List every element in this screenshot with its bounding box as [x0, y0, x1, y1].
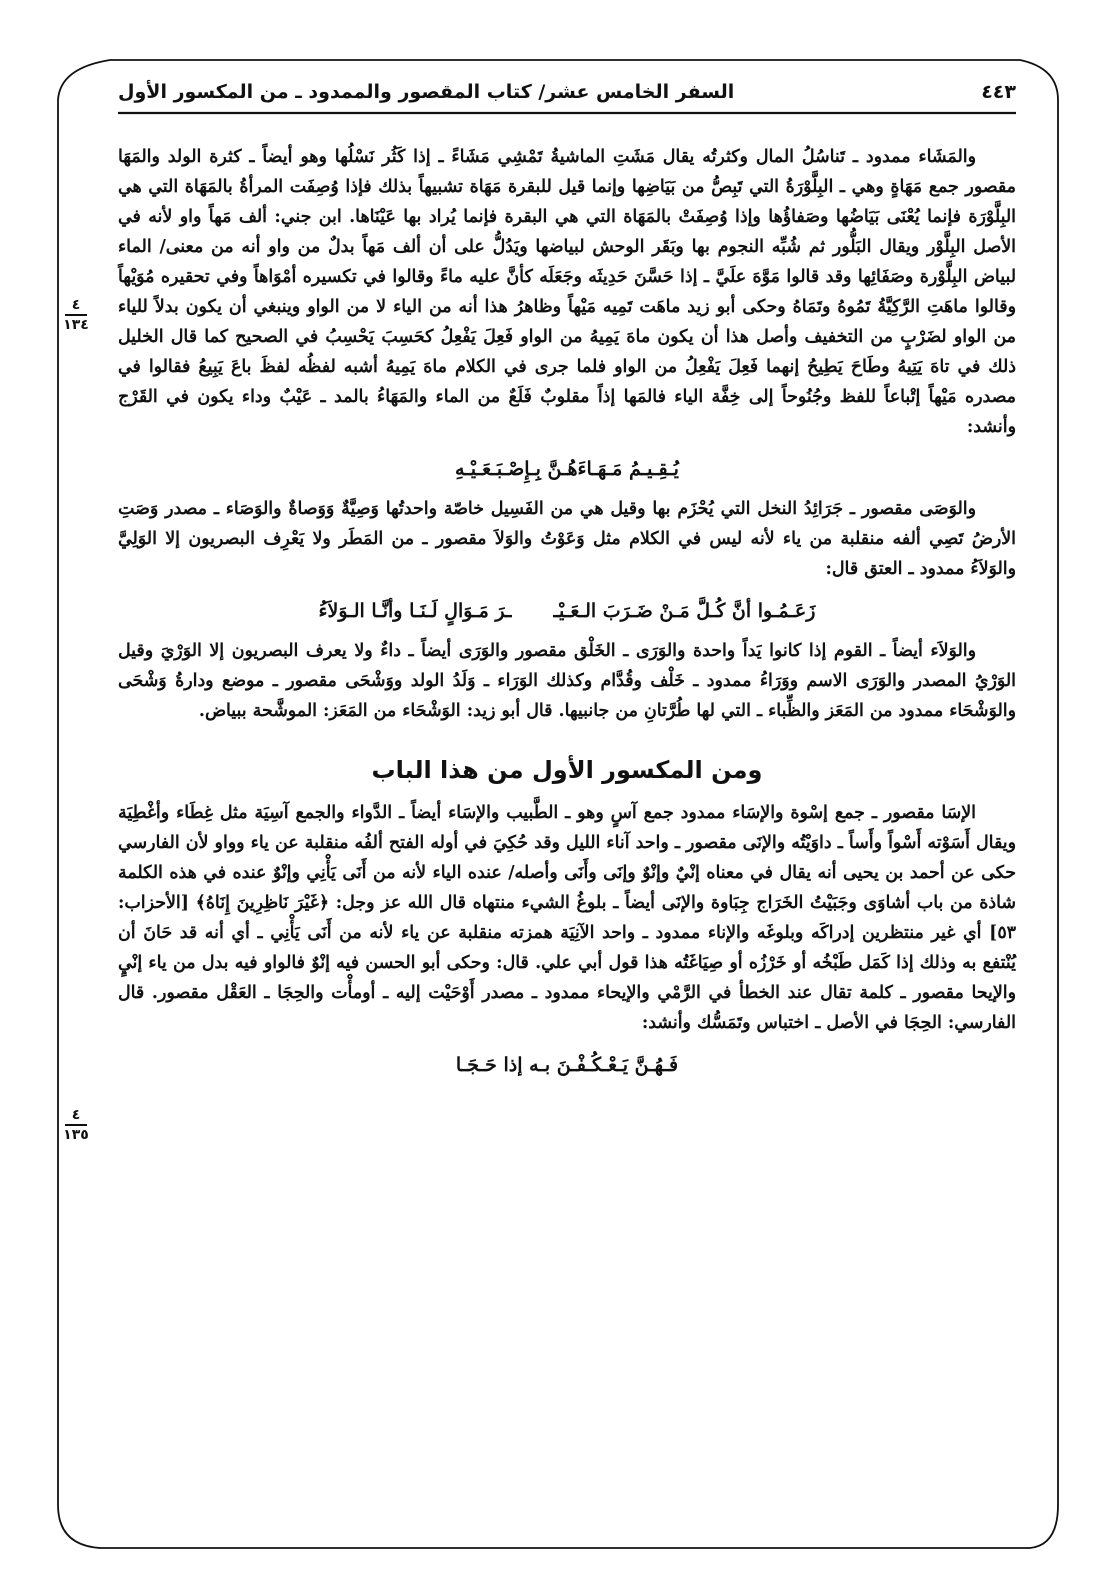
page-number: ٤٤٣	[981, 81, 1016, 103]
paragraph: والوَلاَء أيضاً ـ القوم إذا كانوا يَداً واحدة والوَرَى ـ الخَلْق مقصور والوَرَى أيضاً ـ داءٌ ولا يعرف البصريون إلا الوَرْيَ وقيل الوَرْيُ المصدر والوَرَى الاسم ووَرَاءُ ممدود ـ خَلْف وقُدَّام وكذلك الوَرَاء ـ وَلَدُ الولد ووَشْحَى مقصور ـ موضع ودارةُ وَشْحَى والوَشْحَاء ممدود من المَعَز والظِّباء ـ التي لها طُرَّتانِ من جانبيها. قال أبو زيد: الوَشْحَاء من المَعَز: الموشَّحة ببياض.	[118, 641, 1016, 721]
paragraph: والمَشَاء ممدود ـ تَناسُلُ المال وكثرتُه يقال مَشَتِ الماشيةُ تَمْشِي مَشَاءً ـ إذا كَثُر نَسْلُها وهو أيضاً ـ كثرة الولد والمَهَا مقصور جمع مَهَاةٍ وهي ـ البِلَّوْرَةُ التي تَبِصُّ من بَيَاضِها وإنما قيل للبقرة مَهَاة تشبيهاً بذلك فإذا وُصِفَت المرأةُ بالمَهَاة التي هي البِلَّوْرَة فإنما يُعْنَى بَيَاضُها وصَفاؤُها وإذا وُصِفَتْ بالمَهَاة التي هي البقرة فإنما يُراد بها عَيْنَاها. ابن جني: ألف مَهاً واو لأنه في الأصل البِلَّوْر ويقال البَلُّور ثم شُبِّه النجوم بها وبَقَر الوحش لبياضها ويَدُلُّ على أن ألف مَهاً بدلٌ من واو أنه من معنى/ الماء لبياض البِلَّوْرة وصَفَائِها وقد قالوا مَوَّهَ علَيَّ ـ إذا حَسَّنَ حَدِيثَه وجَعَلَه كأنَّ عليه ماءً وقالوا في تكسيره أمْوَاهاً وفي تحقيره مُوَيْهاً وقالوا ماهَتِ الرَّكِيَّةُ تَمُوهُ وتَمَاهُ وحكى أبو زيد ماهَت تَمِيه مَيْهاً وظاهرُ هذا أنه من الياء لا من الواو وينبغي أن يكون بدلاً للياء من الواو لضَرْبٍ من التخفيف وأصل هذا أن يكون ماهَ يَمِيهُ من الواو فَعِلَ يَفْعِلُ كحَسِبَ يَحْسِبُ في الصحيح كما قال الخليل ذلك في تاهَ يَتِيهُ وطَاحَ يَطِيحُ إنهما فَعِلَ يَفْعِلُ من الواو فلما جرى في الكلام ماهَ يَمِيهُ أشبه لفظُه لفظَ باعَ يَبِيعُ فقالوا في مصدره مَيْهاً إتْباعاً للفظ وجُنُوحاً إلى خِفَّة الياء فالمَها إذاً مقلوبٌ فَلَعٌ من الماء والمَهَاءُ بالمد ـ عَيْبٌ وداء يكون في القَرْج وأنشد:	[118, 147, 1016, 437]
margin-ref-divider	[65, 1124, 87, 1126]
paragraph: الإسَا مقصور ـ جمع إسْوة والإسَاء ممدود جمع آسٍ وهو ـ الطَّبيب والإسَاء أيضاً ـ الدَّواء والجمع آسِيَة مثل غِطَاء وأغْطِيَة ويقال أَسَوْته أَسْواً وأَساً ـ داوَيْتُه والإنَى مقصور ـ واحد آناء الليل وقد حُكِيَ في أوله الفتح ألفُه منقلبة عن ياء وواو لأن الفارسي حكى عن أحمد بن يحيى أنه يقال في معناه إنْيٌ وإنْوٌ وإنَى وأَنَى وأصله/ عنده الياء لأنه من أَنَى يَأْنِي وإنْوٌ عنده في هذه الكلمة شاذة من باب أشاوَى وجَبَيْتُ الخَرَاج جِبَاوة والإنَى أيضاً ـ بلوغُ الشيء منتهاه قال الله عز وجل: ﴿غَيْرَ نَاظِرِينَ إِنَاهُ﴾ [الأحزاب: ٥٣] أي غير منتظرين إدراكَه وبلوغَه والإناء ممدود ـ واحد الآنِيَة همزته منقلبة عن ياء لأنه من أَنَى يَأْنِي ـ أي أنه قد حَانَ أن يُنْتفع به وذلك إذا كَمَل طَبْخُه أو خَرْزُه أو صِيَاغَتُه هذا قول أبي علي. قال: وحكى أبو الحسن فيه إنْوٌ فالواو فيه بدل من ياء إنْيٍ والإيحا مقصور ـ كلمة تقال عند الخطأ في الرَّمْي والإيحاء ممدود ـ مصدر أَوْحَيْت إليه ـ أومأْت والحِجَا ـ العَقْل مقصور. قال الفارسي: الحِجَا في الأصل ـ اختباس وتَمَسُّك وأنشد:	[118, 803, 1016, 1033]
margin-reference	[46, 1107, 106, 1143]
section-heading: ومن المكسور الأول من هذا الباب	[371, 756, 763, 784]
margin-ref-page: ١٣٥	[63, 1126, 89, 1143]
margin-ref-page: ١٣٤	[63, 316, 89, 333]
margin-reference	[46, 297, 106, 333]
paragraph: والوَصَى مقصور ـ جَرَائِدُ النخل التي يُحْزَم بها وقيل هي من الفَسِيل خاصّة واحدتُها وَصِيَّةٌ وَوَصاةٌ والوَصَاء ـ مصدر وَصَتِ الأرضُ تَصِي ألفه منقلبة من ياء لأنه ليس في الكلام مثل وَعَوْتُ والوَلاَ مقصور ـ من المَطَر ولا يَعْرِف البصريون إلا الوَلِيَّ والوَلاَءُ ممدود ـ العتق قال:	[118, 499, 1016, 579]
poetry-couplet	[118, 596, 1016, 626]
poetry-verse: يُـقِـيـمُ مَـهَـاءَهُـنَّ بِـإِصْـبَـعَـيْـهِ	[455, 458, 679, 480]
running-title: السفر الخامس عشر/ كتاب المقصور والممدود ـ من المكسور الأول	[118, 81, 735, 103]
poetry-verse: فَـهُـنَّ يَـعْـكُـفْـنَ بـه إذا حَـجَـا	[455, 1054, 679, 1076]
margin-ref-volume: ٤	[71, 1107, 81, 1123]
verse-second-hemistich: ـرَ مَـوَالٍ لَـنَـا وأنَّـا الـوَلاَءُ	[318, 600, 512, 622]
verse-first-hemistich: زَعَـمُـوا أنَّ كُـلَّ مَـنْ ضَـرَبَ الـعَـيْـ	[553, 600, 816, 622]
main-text	[118, 142, 1016, 1090]
running-header	[118, 72, 1016, 112]
margin-ref-volume: ٤	[71, 297, 81, 313]
margin-ref-divider	[65, 314, 87, 316]
